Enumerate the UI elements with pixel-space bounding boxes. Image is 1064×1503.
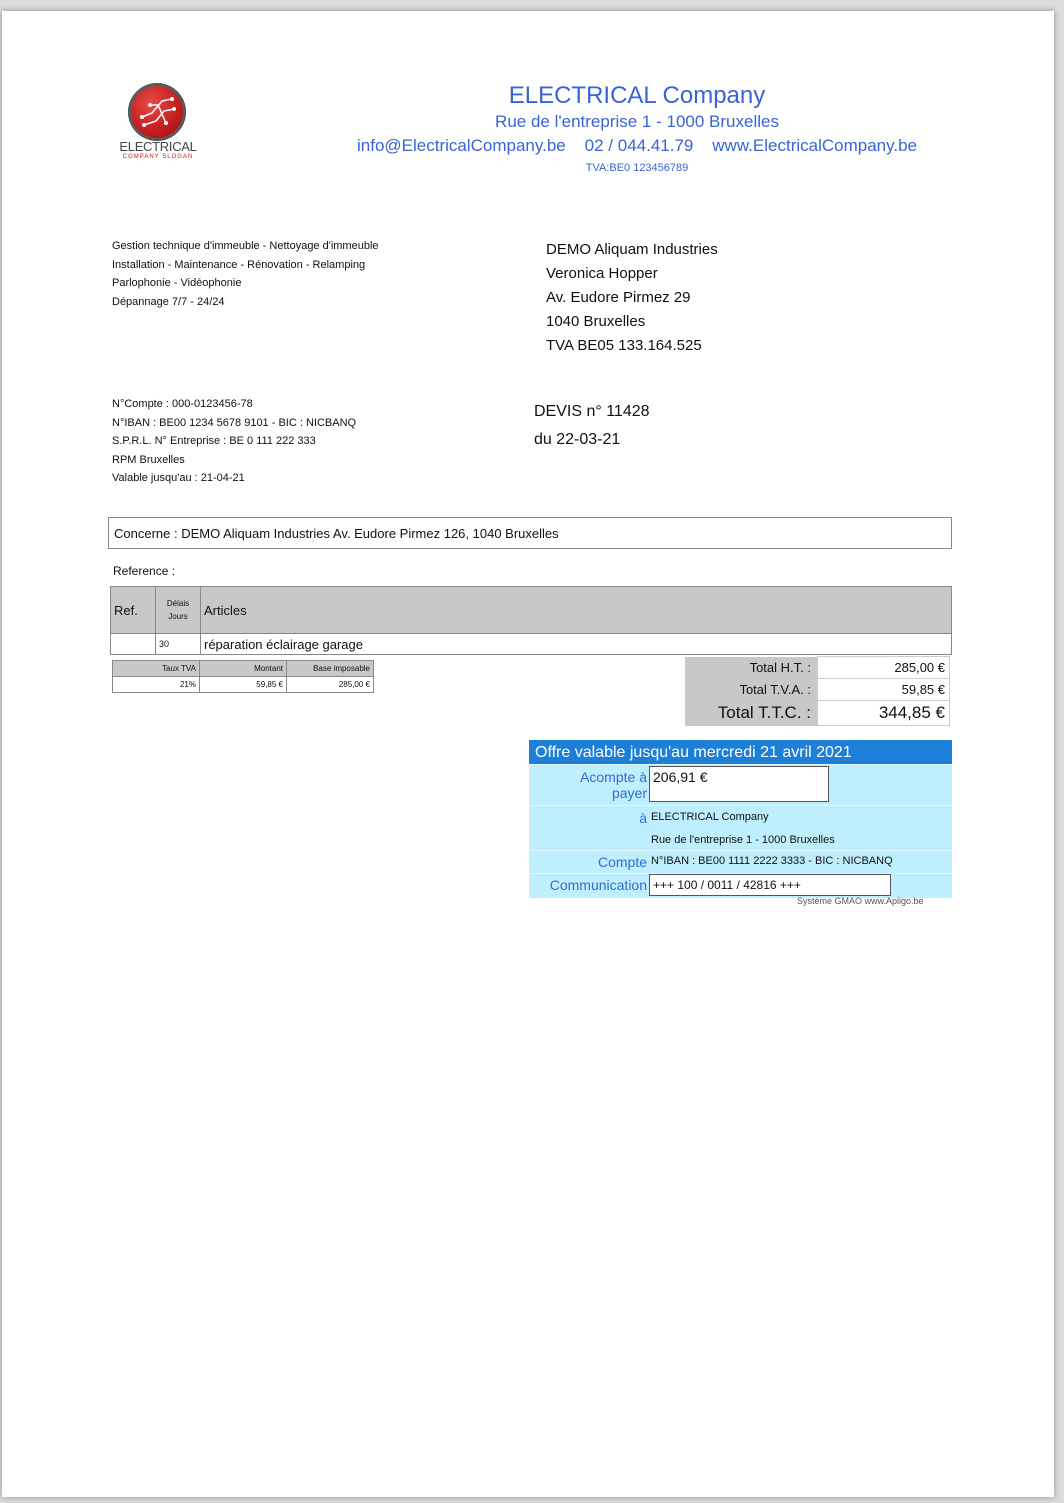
bank-info: [112, 395, 442, 488]
compte-label: Compte: [597, 854, 647, 870]
cell-delais: 30: [156, 634, 201, 655]
total-tva-value: 59,85 €: [818, 679, 950, 701]
service-line: Gestion technique d'immeuble - Nettoyage d'immeuble: [112, 240, 379, 252]
circuit-lines-icon: [128, 83, 186, 141]
bank-line: N°IBAN : BE00 1234 5678 9101 - BIC : NICBANQ: [112, 416, 357, 429]
acompte-label: [580, 769, 647, 801]
beneficiary-label: à: [639, 810, 647, 826]
company-address: Rue de l'entreprise 1 - 1000 Bruxelles: [495, 112, 779, 131]
vat-table: [112, 660, 374, 693]
logo-wordmark: ELECTRICAL: [119, 139, 197, 154]
col-delais-line2: Jours: [168, 612, 188, 621]
total-ttc-value: 344,85 €: [818, 701, 950, 726]
client-street: Av. Eudore Pirmez 29: [546, 289, 691, 306]
cell-article: réparation éclairage garage: [201, 634, 952, 655]
totals-table: [685, 656, 950, 726]
acompte-label-line2: payer: [611, 785, 647, 801]
payment-box: [529, 740, 952, 898]
quote-date: du 22-03-21: [534, 431, 621, 448]
bank-line: Valable jusqu'au : 21-04-21: [112, 472, 245, 484]
acompte-row: [529, 764, 952, 805]
circuit-logo-icon: [128, 83, 186, 141]
client-tva: TVA BE05 133.164.525: [546, 337, 702, 354]
quote-number: DEVIS n° 11428: [534, 403, 650, 420]
vat-amount: 59,85 €: [200, 677, 287, 693]
reference-label: Reference :: [113, 564, 176, 578]
company-contact: [332, 136, 942, 156]
company-logo: [110, 83, 206, 165]
col-ref: Ref.: [111, 587, 156, 634]
company-website[interactable]: www.ElectricalCompany.be: [712, 136, 917, 155]
total-ht-row: [685, 657, 950, 679]
total-ttc-row: [685, 701, 950, 726]
services-list: [112, 237, 442, 311]
vat-header-row: [113, 661, 374, 677]
service-line: Installation - Maintenance - Rénovation - Relamping: [112, 258, 366, 271]
communication-label: Communication: [549, 877, 647, 893]
col-delais-line1: Délais: [166, 599, 190, 608]
articles-header-row: [111, 587, 952, 634]
total-ttc-label: Total T.T.C. :: [685, 701, 818, 726]
company-email[interactable]: info@ElectricalCompany.be: [356, 136, 566, 155]
col-articles: Articles: [201, 587, 952, 634]
compte-value: N°IBAN : BE00 1111 2222 3333 - BIC : NICBANQ: [651, 855, 893, 867]
company-tva: TVA:BE0 123456789: [585, 162, 689, 174]
vat-base: 285,00 €: [287, 677, 374, 693]
articles-table: [110, 586, 952, 655]
vat-col-rate: Taux TVA: [113, 661, 200, 677]
beneficiary-name: ELECTRICAL Company: [651, 811, 769, 823]
vat-col-amount: Montant: [200, 661, 287, 677]
col-delais: [156, 587, 201, 634]
footer-credit: Système GMAO www.Apligo.be: [797, 896, 924, 906]
table-row: [113, 677, 374, 693]
quote-heading: [534, 398, 650, 454]
bank-line: S.P.R.L. N° Entreprise : BE 0 111 222 333: [112, 435, 316, 447]
vat-rate: 21%: [113, 677, 200, 693]
bank-line: N°Compte : 000-0123456-78: [112, 398, 253, 410]
compte-row: [529, 850, 952, 873]
client-address-block: [546, 238, 718, 358]
company-name: ELECTRICAL Company: [508, 82, 766, 109]
vat-col-base: Base imposable: [287, 661, 374, 677]
total-ht-value: 285,00 €: [818, 657, 950, 679]
communication-value: +++ 100 / 0011 / 42816 +++: [649, 874, 891, 896]
bank-line: RPM Bruxelles: [112, 453, 185, 466]
service-line: Dépannage 7/7 - 24/24: [112, 295, 225, 308]
client-name: DEMO Aliquam Industries: [546, 241, 718, 258]
document-page: [2, 11, 1054, 1497]
service-line: Parlophonie - Vidéophonie: [112, 277, 242, 289]
client-city: 1040 Bruxelles: [546, 313, 646, 330]
cell-ref: [111, 634, 156, 655]
total-ht-label: Total H.T. :: [685, 657, 818, 679]
total-tva-label: Total T.V.A. :: [685, 679, 818, 701]
logo-slogan: COMPANY SLOGAN: [122, 154, 194, 160]
company-phone: 02 / 044.41.79: [584, 136, 694, 155]
communication-row: [529, 873, 952, 898]
acompte-value: 206,91 €: [649, 766, 829, 802]
acompte-label-line1: Acompte à: [580, 769, 647, 785]
payment-heading: Offre valable jusqu'au mercredi 21 avril 2021: [529, 740, 952, 764]
beneficiary-row: [529, 805, 952, 850]
client-contact: Veronica Hopper: [546, 265, 658, 282]
total-tva-row: [685, 679, 950, 701]
beneficiary-address: Rue de l'entreprise 1 - 1000 Bruxelles: [651, 834, 835, 846]
table-row: [111, 634, 952, 655]
concerne-box: Concerne : DEMO Aliquam Industries Av. Eudore Pirmez 126, 1040 Bruxelles: [108, 517, 952, 549]
